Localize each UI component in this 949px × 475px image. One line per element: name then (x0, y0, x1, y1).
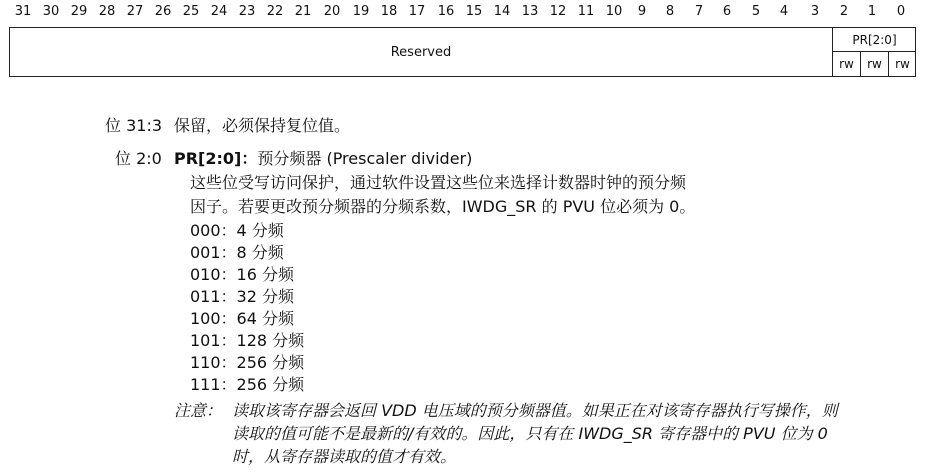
bit-number: 11 (577, 4, 595, 19)
bit-number: 3 (810, 4, 820, 19)
bit-number: 7 (694, 4, 704, 19)
field-title: 预分频器 (Prescaler divider) (257, 149, 473, 168)
bits-2-0-title (174, 146, 472, 169)
bit-number: 30 (42, 4, 60, 19)
access-type: rw (860, 52, 888, 76)
bit-number: 0 (896, 4, 906, 19)
bit-number: 28 (98, 4, 116, 19)
note-line: 读取该寄存器会返回 VDD 电压域的预分频器值。如果正在对该寄存器执行写操作，则 (232, 401, 838, 420)
divider-option: 101：128 分频 (190, 331, 305, 350)
note-line: 时，从寄存器读取的值才有效。 (232, 447, 457, 466)
bit-number: 17 (408, 4, 426, 19)
divider-option: 110：256 分频 (190, 353, 305, 372)
bit-number: 2 (839, 4, 849, 19)
bit-number: 13 (521, 4, 539, 19)
register-diagram (9, 27, 916, 77)
pr-field-header: PR[2:0] (832, 28, 916, 52)
bits-31-3-label: 位 31:3 (105, 116, 163, 135)
bits-31-3-text: 保留，必须保持复位值。 (174, 116, 351, 135)
description-line: 这些位受写访问保护，通过软件设置这些位来选择计数器时钟的预分频 (190, 173, 687, 192)
access-type: rw (832, 52, 860, 76)
bit-number: 25 (182, 4, 200, 19)
bit-number: 23 (238, 4, 256, 19)
bit-number: 16 (437, 4, 455, 19)
divider-option: 011：32 分频 (190, 287, 294, 306)
bit-number: 21 (294, 4, 312, 19)
bit-number: 26 (154, 4, 172, 19)
bit-number: 9 (637, 4, 647, 19)
divider-option: 010：16 分频 (190, 265, 294, 284)
divider-option: 000：4 分频 (190, 221, 284, 240)
access-type: rw (888, 52, 916, 76)
bit-number: 31 (14, 4, 32, 19)
divider-option: 001：8 分频 (190, 243, 284, 262)
bit-number: 20 (323, 4, 341, 19)
bit-number: 10 (605, 4, 623, 19)
bit-number: 14 (493, 4, 511, 19)
note-label: 注意： (174, 401, 223, 420)
bit-number: 27 (126, 4, 144, 19)
bit-number: 22 (266, 4, 284, 19)
description-line: 因子。若要更改预分频器的分频系数，IWDG_SR 的 PVU 位必须为 0。 (190, 197, 696, 216)
bit-number: 24 (210, 4, 228, 19)
bit-number: 19 (352, 4, 370, 19)
divider-option: 111：256 分频 (190, 375, 305, 394)
bit-number: 15 (465, 4, 483, 19)
bit-number: 5 (751, 4, 761, 19)
bit-number: 4 (779, 4, 789, 19)
bit-number: 12 (549, 4, 567, 19)
title-separator: ： (241, 149, 258, 168)
bit-number: 29 (70, 4, 88, 19)
bit-number: 8 (665, 4, 675, 19)
pr-field-name: PR[2:0] (174, 149, 242, 168)
bit-number: 1 (867, 4, 877, 19)
note-line: 读取的值可能不是最新的/有效的。因此，只有在 IWDG_SR 寄存器中的 PVU 位为 0 (232, 424, 828, 443)
bit-number-row (0, 4, 949, 24)
bit-number: 18 (380, 4, 398, 19)
divider-option: 100：64 分频 (190, 309, 294, 328)
bits-2-0-label: 位 2:0 (115, 149, 162, 168)
reserved-field: Reserved (390, 44, 452, 60)
bit-number: 6 (722, 4, 732, 19)
